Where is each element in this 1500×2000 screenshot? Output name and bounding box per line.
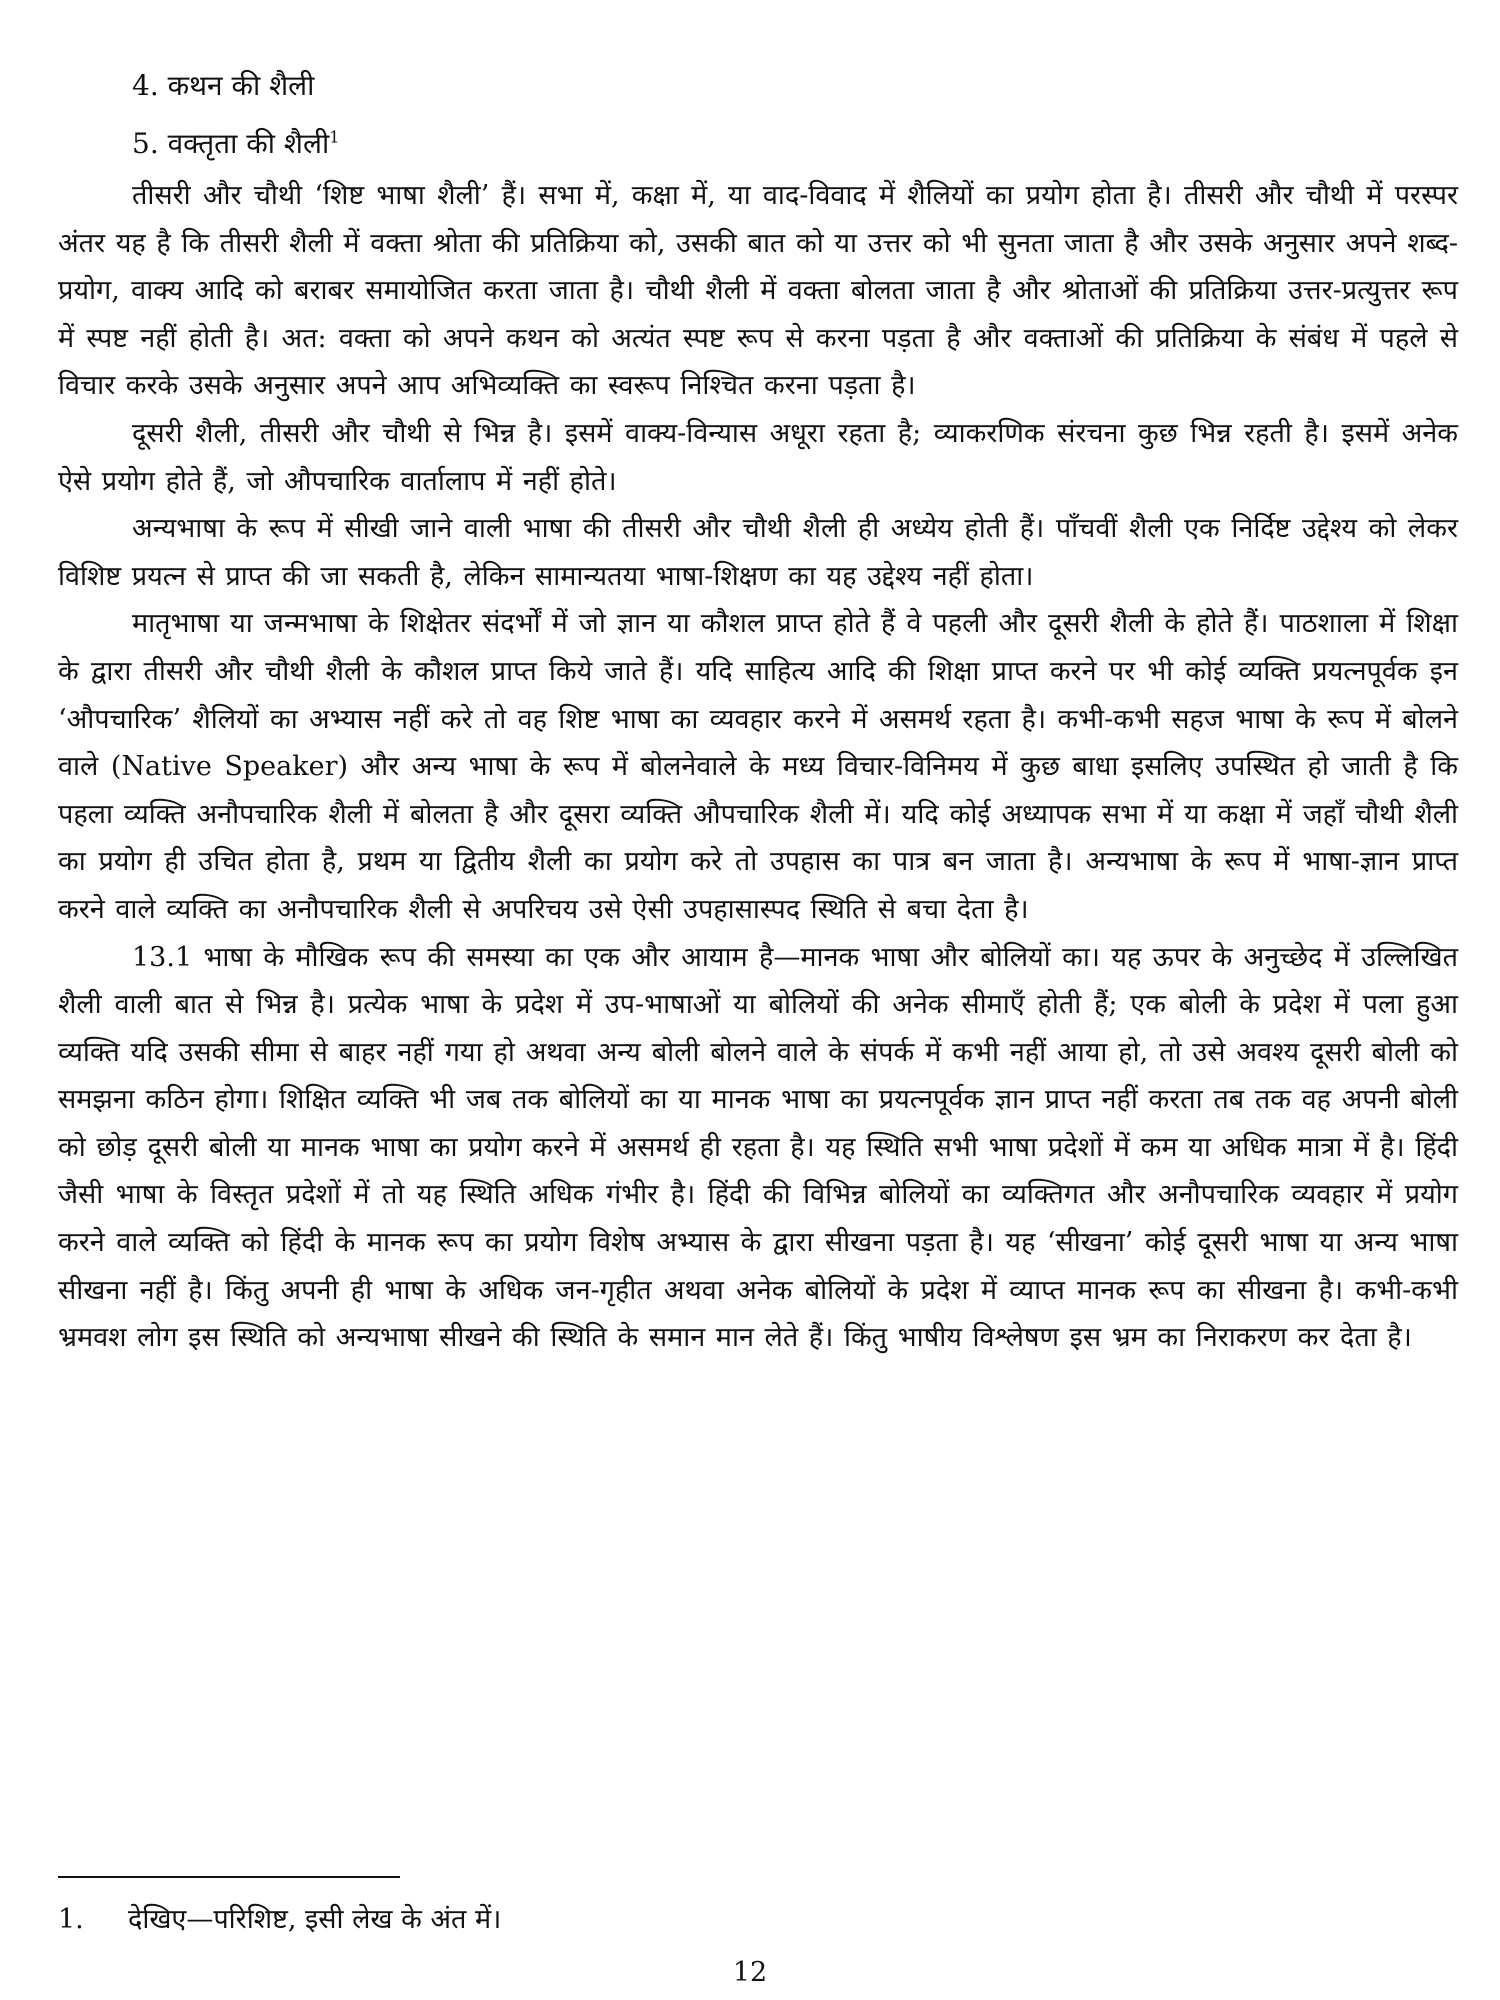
footnote-number: 1. bbox=[58, 1904, 84, 1935]
paragraph-section-13-1: 13.1 भाषा के मौखिक रूप की समस्या का एक और आयाम है—मानक भाषा और बोलियों का। यह ऊपर के अनुच्छेद में उल्लिखित शैली वाली बात से भिन्न है। प्रत्येक भाषा के प्रदेश में उप-भाषाओं या बोलियों की अनेक सीमाएँ होती हैं; एक बोली के प्रदेश में पला हुआ व्यक्ति यदि उसकी सीमा से बाहर नहीं गया हो अथवा अन्य बोली बोलने वाले के संपर्क में कभी नहीं आया हो, तो उसे अवश्य दूसरी बोली को समझना कठिन होगा। शिक्षित व्यक्ति भी जब तक बोलियों का या मानक भाषा का प्रयत्नपूर्वक ज्ञान प्राप्त नहीं करता तब तक वह अपनी बोली को छोड़ दूसरी बोली या मानक भाषा का प्रयोग करने में असमर्थ ही रहता है। यह स्थिति सभी भाषा प्रदेशों में कम या अधिक मात्रा में है। हिंदी जैसी भाषा के विस्तृत प्रदेशों में तो यह स्थिति अधिक गंभीर है। हिंदी की विभिन्न बोलियों का व्यक्तिगत और अनौपचारिक व्यवहार में प्रयोग करने वाले व्यक्ति को हिंदी के मानक रूप का प्रयोग विशेष अभ्यास के द्वारा सीखना पड़ता है। यह ‘सीखना’ कोई दूसरी भाषा या अन्य भाषा सीखना नहीं है। किंतु अपनी ही भाषा के अधिक जन-गृहीत अथवा अनेक बोलियों के प्रदेश में व्याप्त मानक रूप का सीखना है। कभी-कभी भ्रमवश लोग इस स्थिति को अन्यभाषा सीखने की स्थिति के समान मान लेते हैं। किंतु भाषीय विश्लेषण इस भ्रम का निराकरण कर देता है। bbox=[58, 941, 1458, 1354]
footnote-text: देखिए—परिशिष्ट, इसी लेख के अंत में। bbox=[128, 1904, 502, 1935]
page-number: 12 bbox=[732, 1957, 768, 1988]
list-item-style-4 bbox=[132, 66, 314, 106]
paragraph-anyabhasha: अन्यभाषा के रूप में सीखी जाने वाली भाषा की तीसरी और चौथी शैली ही अध्येय होती हैं। पाँचवीं शैली एक निर्दिष्ट उद्देश्य को लेकर विशिष्ट प्रयत्न से प्राप्त की जा सकती है, लेकिन सामान्यतया भाषा-शिक्षण का यह उद्देश्य नहीं होता। bbox=[58, 513, 1458, 592]
list-item-text: 4. कथन की शैली bbox=[132, 69, 315, 102]
list-item-text: 5. वक्तृता की शैली bbox=[132, 127, 330, 160]
footnote-divider bbox=[58, 1876, 400, 1878]
paragraph-matribhasha: मातृभाषा या जन्मभाषा के शिक्षेतर संदर्भों में जो ज्ञान या कौशल प्राप्त होते हैं वे पहली और दूसरी शैली के होते हैं। पाठशाला में शिक्षा के द्वारा तीसरी और चौथी शैली के कौशल प्राप्त किये जाते हैं। यदि साहित्य आदि की शिक्षा प्राप्त करने पर भी कोई व्यक्ति प्रयत्नपूर्वक इन ‘औपचारिक’ शैलियों का अभ्यास नहीं करे तो वह शिष्ट भाषा का व्यवहार करने में असमर्थ रहता है। कभी-कभी सहज भाषा के रूप में बोलने वाले (Native Speaker) और अन्य भाषा के रूप में बोलनेवाले के मध्य विचार-विनिमय में कुछ बाधा इसलिए उपस्थित हो जाती है कि पहला व्यक्ति अनौपचारिक शैली में बोलता है और दूसरा व्यक्ति औपचारिक शैली में। यदि कोई अध्यापक सभा में या कक्षा में जहाँ चौथी शैली का प्रयोग ही उचित होता है, प्रथम या द्वितीय शैली का प्रयोग करे तो उपहास का पात्र बन जाता है। अन्यभाषा के रूप में भाषा-ज्ञान प्राप्त करने वाले व्यक्ति का अनौपचारिक शैली से अपरिचय उसे ऐसी उपहासास्पद स्थिति से बचा देता है। bbox=[58, 608, 1458, 925]
paragraph-doosri-shaili: दूसरी शैली, तीसरी और चौथी से भिन्न है। इसमें वाक्य-विन्यास अधूरा रहता है; व्याकरणिक संरचना कुछ भिन्न रहती है। इसमें अनेक ऐसे प्रयोग होते हैं, जो औपचारिक वार्तालाप में नहीं होते। bbox=[58, 417, 1458, 497]
paragraph-shisht-bhasha: तीसरी और चौथी ‘शिष्ट भाषा शैली’ हैं। सभा में, कक्षा में, या वाद-विवाद में शैलियों का प्रयोग होता है। तीसरी और चौथी में परस्पर अंतर यह है कि तीसरी शैली में वक्ता श्रोता की प्रतिक्रिया को, उसकी बात को या उत्तर को भी सुनता जाता है और उसके अनुसार अपने शब्द-प्रयोग, वाक्य आदि को बराबर समायोजित करता जाता है। चौथी शैली में वक्ता बोलता जाता है और श्रोताओं की प्रतिक्रिया उत्तर-प्रत्युत्तर रूप में स्पष्ट नहीं होती है। अत: वक्ता को अपने कथन को अत्यंत स्पष्ट रूप से करना पड़ता है और वक्ताओं की प्रतिक्रिया के संबंध में पहले से विचार करके उसके अनुसार अपने आप अभिव्यक्ति का स्वरूप निश्चित करना पड़ता है। bbox=[58, 180, 1458, 402]
footnote bbox=[58, 1900, 501, 1940]
body-text bbox=[58, 172, 1458, 1362]
list-item-style-5 bbox=[132, 124, 339, 164]
footnote-reference: 1 bbox=[329, 127, 340, 147]
